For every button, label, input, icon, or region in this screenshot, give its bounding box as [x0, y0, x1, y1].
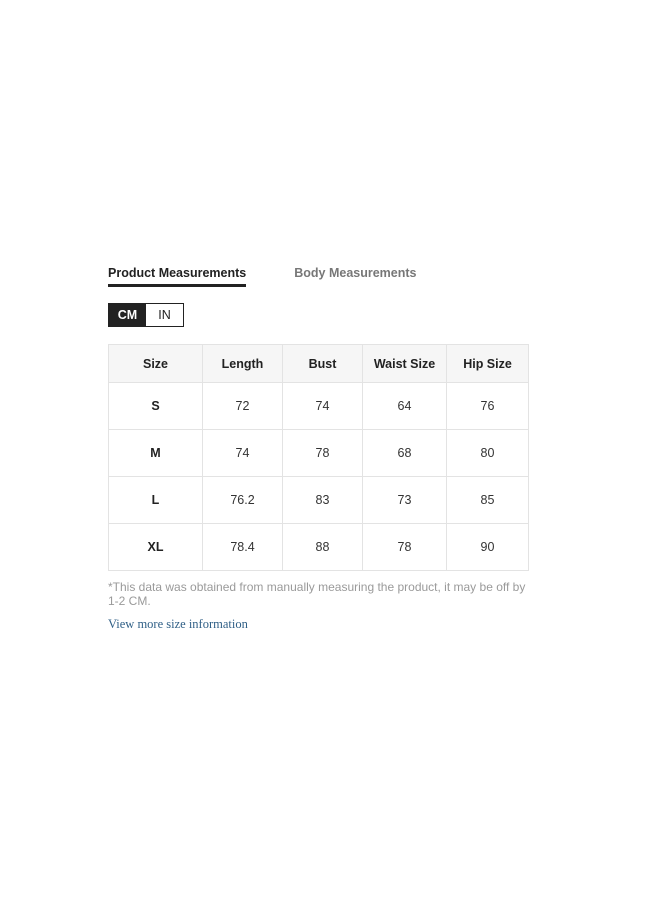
column-header-bust: Bust [283, 345, 363, 383]
table-row [109, 524, 529, 571]
column-header-waist-size: Waist Size [363, 345, 447, 383]
column-header-hip-size: Hip Size [447, 345, 529, 383]
hip-size-cell: 85 [447, 477, 529, 524]
hip-size-cell: 90 [447, 524, 529, 571]
unit-toggle [108, 303, 184, 327]
size-table [108, 344, 529, 571]
table-row [109, 383, 529, 430]
bust-cell: 74 [283, 383, 363, 430]
hip-size-cell: 76 [447, 383, 529, 430]
column-header-size: Size [109, 345, 203, 383]
waist-size-cell: 64 [363, 383, 447, 430]
bust-cell: 83 [283, 477, 363, 524]
length-cell: 78.4 [203, 524, 283, 571]
length-cell: 76.2 [203, 477, 283, 524]
size-cell: XL [109, 524, 203, 571]
waist-size-cell: 78 [363, 524, 447, 571]
waist-size-cell: 73 [363, 477, 447, 524]
column-header-length: Length [203, 345, 283, 383]
length-cell: 72 [203, 383, 283, 430]
unit-in-button[interactable]: IN [146, 304, 183, 326]
hip-size-cell: 80 [447, 430, 529, 477]
length-cell: 74 [203, 430, 283, 477]
view-more-size-info-link[interactable]: View more size information [108, 617, 248, 631]
unit-cm-button[interactable]: CM [109, 304, 146, 326]
waist-size-cell: 68 [363, 430, 447, 477]
table-row [109, 477, 529, 524]
measurement-tabs [108, 262, 528, 287]
size-guide-panel [108, 262, 528, 633]
tab-product-measurements[interactable]: Product Measurements [108, 262, 246, 287]
bust-cell: 78 [283, 430, 363, 477]
table-header-row [109, 345, 529, 383]
measurement-disclaimer: *This data was obtained from manually measuring the product, it may be off by 1-2 CM. [108, 580, 526, 608]
bust-cell: 88 [283, 524, 363, 571]
tab-body-measurements[interactable]: Body Measurements [294, 266, 417, 280]
size-cell: S [109, 383, 203, 430]
table-row [109, 430, 529, 477]
size-cell: L [109, 477, 203, 524]
size-cell: M [109, 430, 203, 477]
